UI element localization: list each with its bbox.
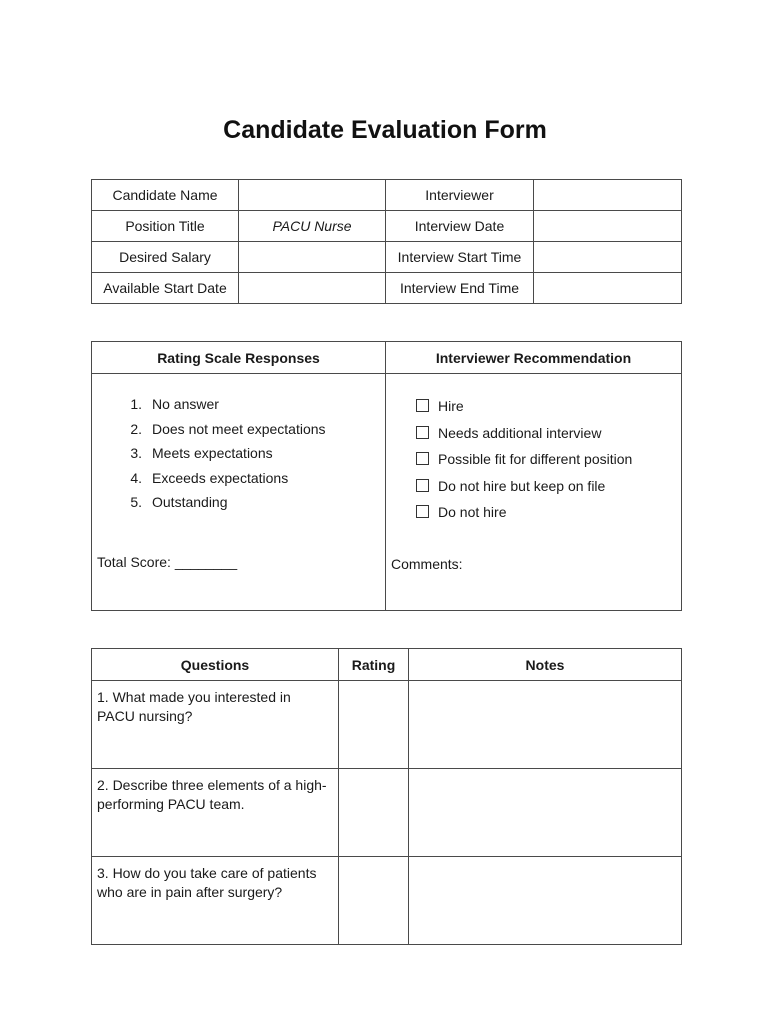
interview-end-time-label: Interview End Time <box>386 273 534 304</box>
interview-date-label: Interview Date <box>386 211 534 242</box>
form-title: Candidate Evaluation Form <box>223 116 547 144</box>
recommendation-label: Possible fit for different position <box>438 451 633 468</box>
table-row <box>92 857 682 945</box>
notes-header: Notes <box>409 649 682 681</box>
questions-table <box>91 648 682 945</box>
recommendation-option[interactable] <box>416 425 632 452</box>
scale-number: 1. <box>130 396 142 412</box>
rating-header: Rating <box>339 649 409 681</box>
rating-scale-header: Rating Scale Responses <box>92 342 386 374</box>
notes-field[interactable] <box>409 681 682 769</box>
rating-scale-cell <box>92 374 386 611</box>
recommendation-label: Do not hire but keep on file <box>438 477 606 494</box>
checkbox-icon[interactable] <box>416 452 429 465</box>
info-row <box>92 180 682 211</box>
checkbox-icon[interactable] <box>416 426 429 439</box>
candidate-name-label: Candidate Name <box>92 180 239 211</box>
table-row <box>92 769 682 857</box>
recommendation-list <box>416 398 632 531</box>
info-row <box>92 273 682 304</box>
scale-number: 4. <box>130 469 142 486</box>
available-start-date-field[interactable] <box>239 273 386 304</box>
question-text: 3. How do you take care of patients who are in pain after surgery? <box>92 857 339 945</box>
scale-number: 5. <box>130 494 142 510</box>
list-item <box>120 445 326 470</box>
recommendation-label: Do not hire <box>438 504 507 521</box>
comments-label: Comments: <box>391 556 463 572</box>
position-title-label: Position Title <box>92 211 239 242</box>
list-item <box>120 470 326 495</box>
rating-field[interactable] <box>339 857 409 945</box>
available-start-date-label: Available Start Date <box>92 273 239 304</box>
desired-salary-field[interactable] <box>239 242 386 273</box>
interview-end-time-field[interactable] <box>534 273 682 304</box>
recommendation-label: Needs additional interview <box>438 424 602 441</box>
rating-field[interactable] <box>339 769 409 857</box>
recommendation-label: Hire <box>438 398 464 414</box>
info-row <box>92 211 682 242</box>
interview-start-time-field[interactable] <box>534 242 682 273</box>
rating-field[interactable] <box>339 681 409 769</box>
checkbox-icon[interactable] <box>416 399 429 412</box>
candidate-info-table <box>91 179 682 304</box>
scale-text: Outstanding <box>152 494 228 510</box>
list-item <box>120 494 326 519</box>
scale-text: No answer <box>152 396 219 412</box>
list-item <box>120 396 326 421</box>
scale-text: Exceeds expectations <box>152 469 289 486</box>
table-row <box>92 681 682 769</box>
question-text: 1. What made you interested in PACU nursing? <box>92 681 339 769</box>
recommendation-option[interactable] <box>416 478 632 505</box>
candidate-name-field[interactable] <box>239 180 386 211</box>
list-item <box>120 421 326 446</box>
checkbox-icon[interactable] <box>416 505 429 518</box>
scale-text: Meets expectations <box>152 445 273 461</box>
checkbox-icon[interactable] <box>416 479 429 492</box>
interviewer-label: Interviewer <box>386 180 534 211</box>
notes-field[interactable] <box>409 857 682 945</box>
recommendation-option[interactable] <box>416 398 632 425</box>
question-text: 2. Describe three elements of a high-performing PACU team. <box>92 769 339 857</box>
scale-text: Does not meet expectations <box>152 420 326 437</box>
interviewer-field[interactable] <box>534 180 682 211</box>
recommendation-cell <box>386 374 682 611</box>
recommendation-option[interactable] <box>416 504 632 531</box>
interview-start-time-label: Interview Start Time <box>386 242 534 273</box>
notes-field[interactable] <box>409 769 682 857</box>
rating-scale-list <box>120 396 326 519</box>
recommendation-header: Interviewer Recommendation <box>386 342 682 374</box>
total-score-field[interactable]: Total Score: ________ <box>97 554 238 570</box>
scale-number: 2. <box>130 420 142 437</box>
questions-header: Questions <box>92 649 339 681</box>
recommendation-option[interactable] <box>416 451 632 478</box>
scale-number: 3. <box>130 445 142 461</box>
rating-recommendation-table <box>91 341 682 611</box>
info-row <box>92 242 682 273</box>
interview-date-field[interactable] <box>534 211 682 242</box>
desired-salary-label: Desired Salary <box>92 242 239 273</box>
position-title-field[interactable]: PACU Nurse <box>239 211 386 242</box>
